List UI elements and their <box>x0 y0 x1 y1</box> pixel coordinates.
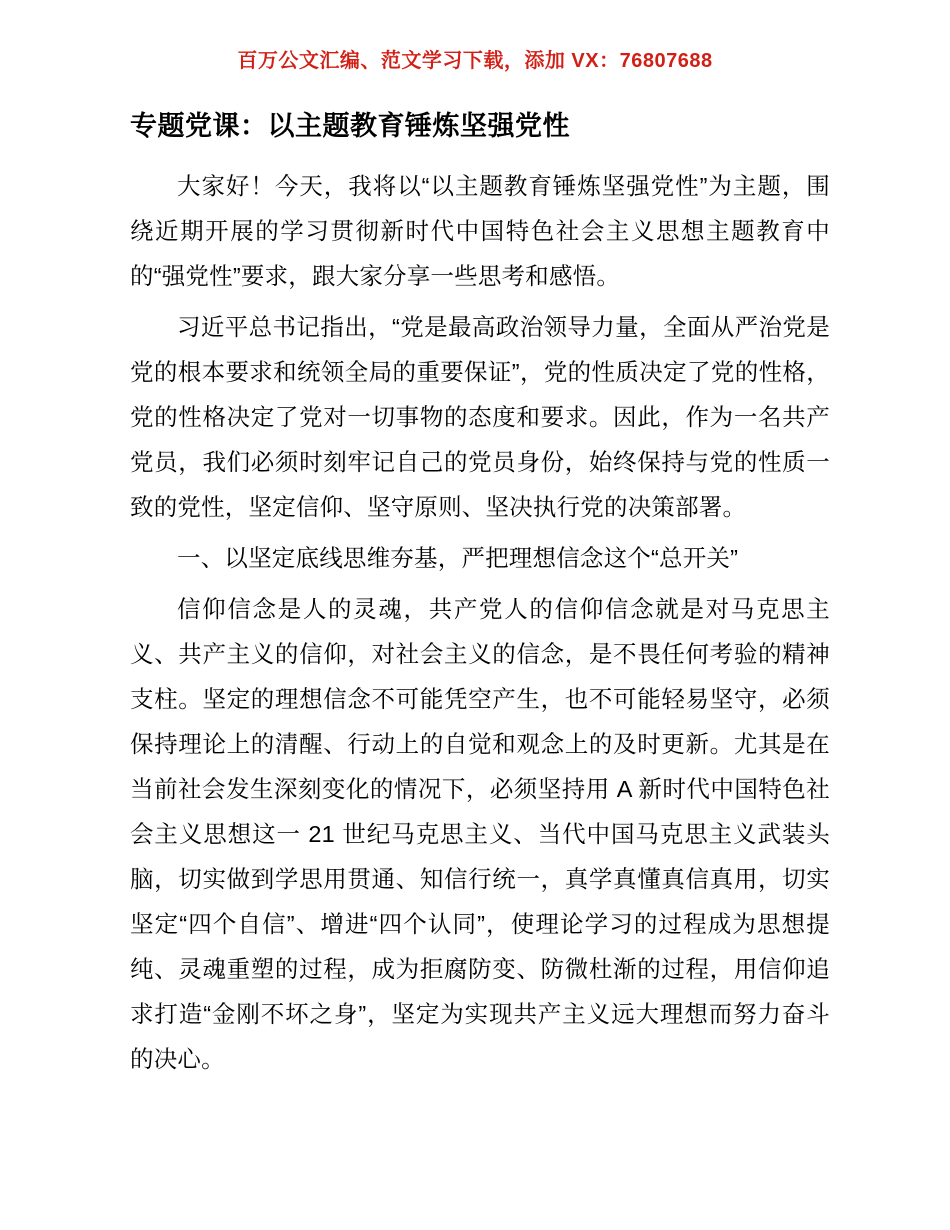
paragraph-1: 大家好！今天，我将以“以主题教育锤炼坚强党性”为主题，围绕近期开展的学习贯彻新时代中国特色社会主义思想主题教育中的“强党性”要求，跟大家分享一些思考和感悟。 <box>130 172 830 289</box>
document-body <box>130 108 830 1088</box>
paragraph-2: 习近平总书记指出，“党是最高政治领导力量，全面从严治党是党的根本要求和统领全局的重要保证”，党的性质决定了党的性格，党的性格决定了党对一切事物的态度和要求。因此，作为一名共产党员，我们必须时刻牢记自己的党员身份，始终保持与党的性质一致的党性，坚定信仰、坚守原则、坚决执行党的决策部署。 <box>130 313 830 520</box>
section-heading-1: 一、以坚定底线思维夯基，严把理想信念这个“总开关” <box>177 544 739 571</box>
page-title: 专题党课：以主题教育锤炼坚强党性 <box>130 111 570 141</box>
paragraph-3: 信仰信念是人的灵魂，共产党人的信仰信念就是对马克思主义、共产主义的信仰，对社会主义的信念，是不畏任何考验的精神支柱。坚定的理想信念不可能凭空产生，也不可能轻易坚守，必须保持理论上的清醒、行动上的自觉和观念上的及时更新。尤其是在当前社会发生深刻变化的情况下，必须坚持用 A 新时代中国特色社会主义思想这一 21 世纪马克思主义、当代中国马克思主义武装头脑，切实做到学思用贯通、知信行统一，真学真懂真信真用，切实坚定“四个自信”、增进“四个认同”，使理论学习的过程成为思想提纯、灵魂重塑的过程，成为拒腐防变、防微杜渐的过程，用信仰追求打造“金刚不坏之身”，坚定为实现共产主义远大理想而努力奋斗的决心。 <box>130 595 830 1072</box>
watermark-text: 百万公文汇编、范文学习下载，添加 VX：76807688 <box>237 50 713 72</box>
